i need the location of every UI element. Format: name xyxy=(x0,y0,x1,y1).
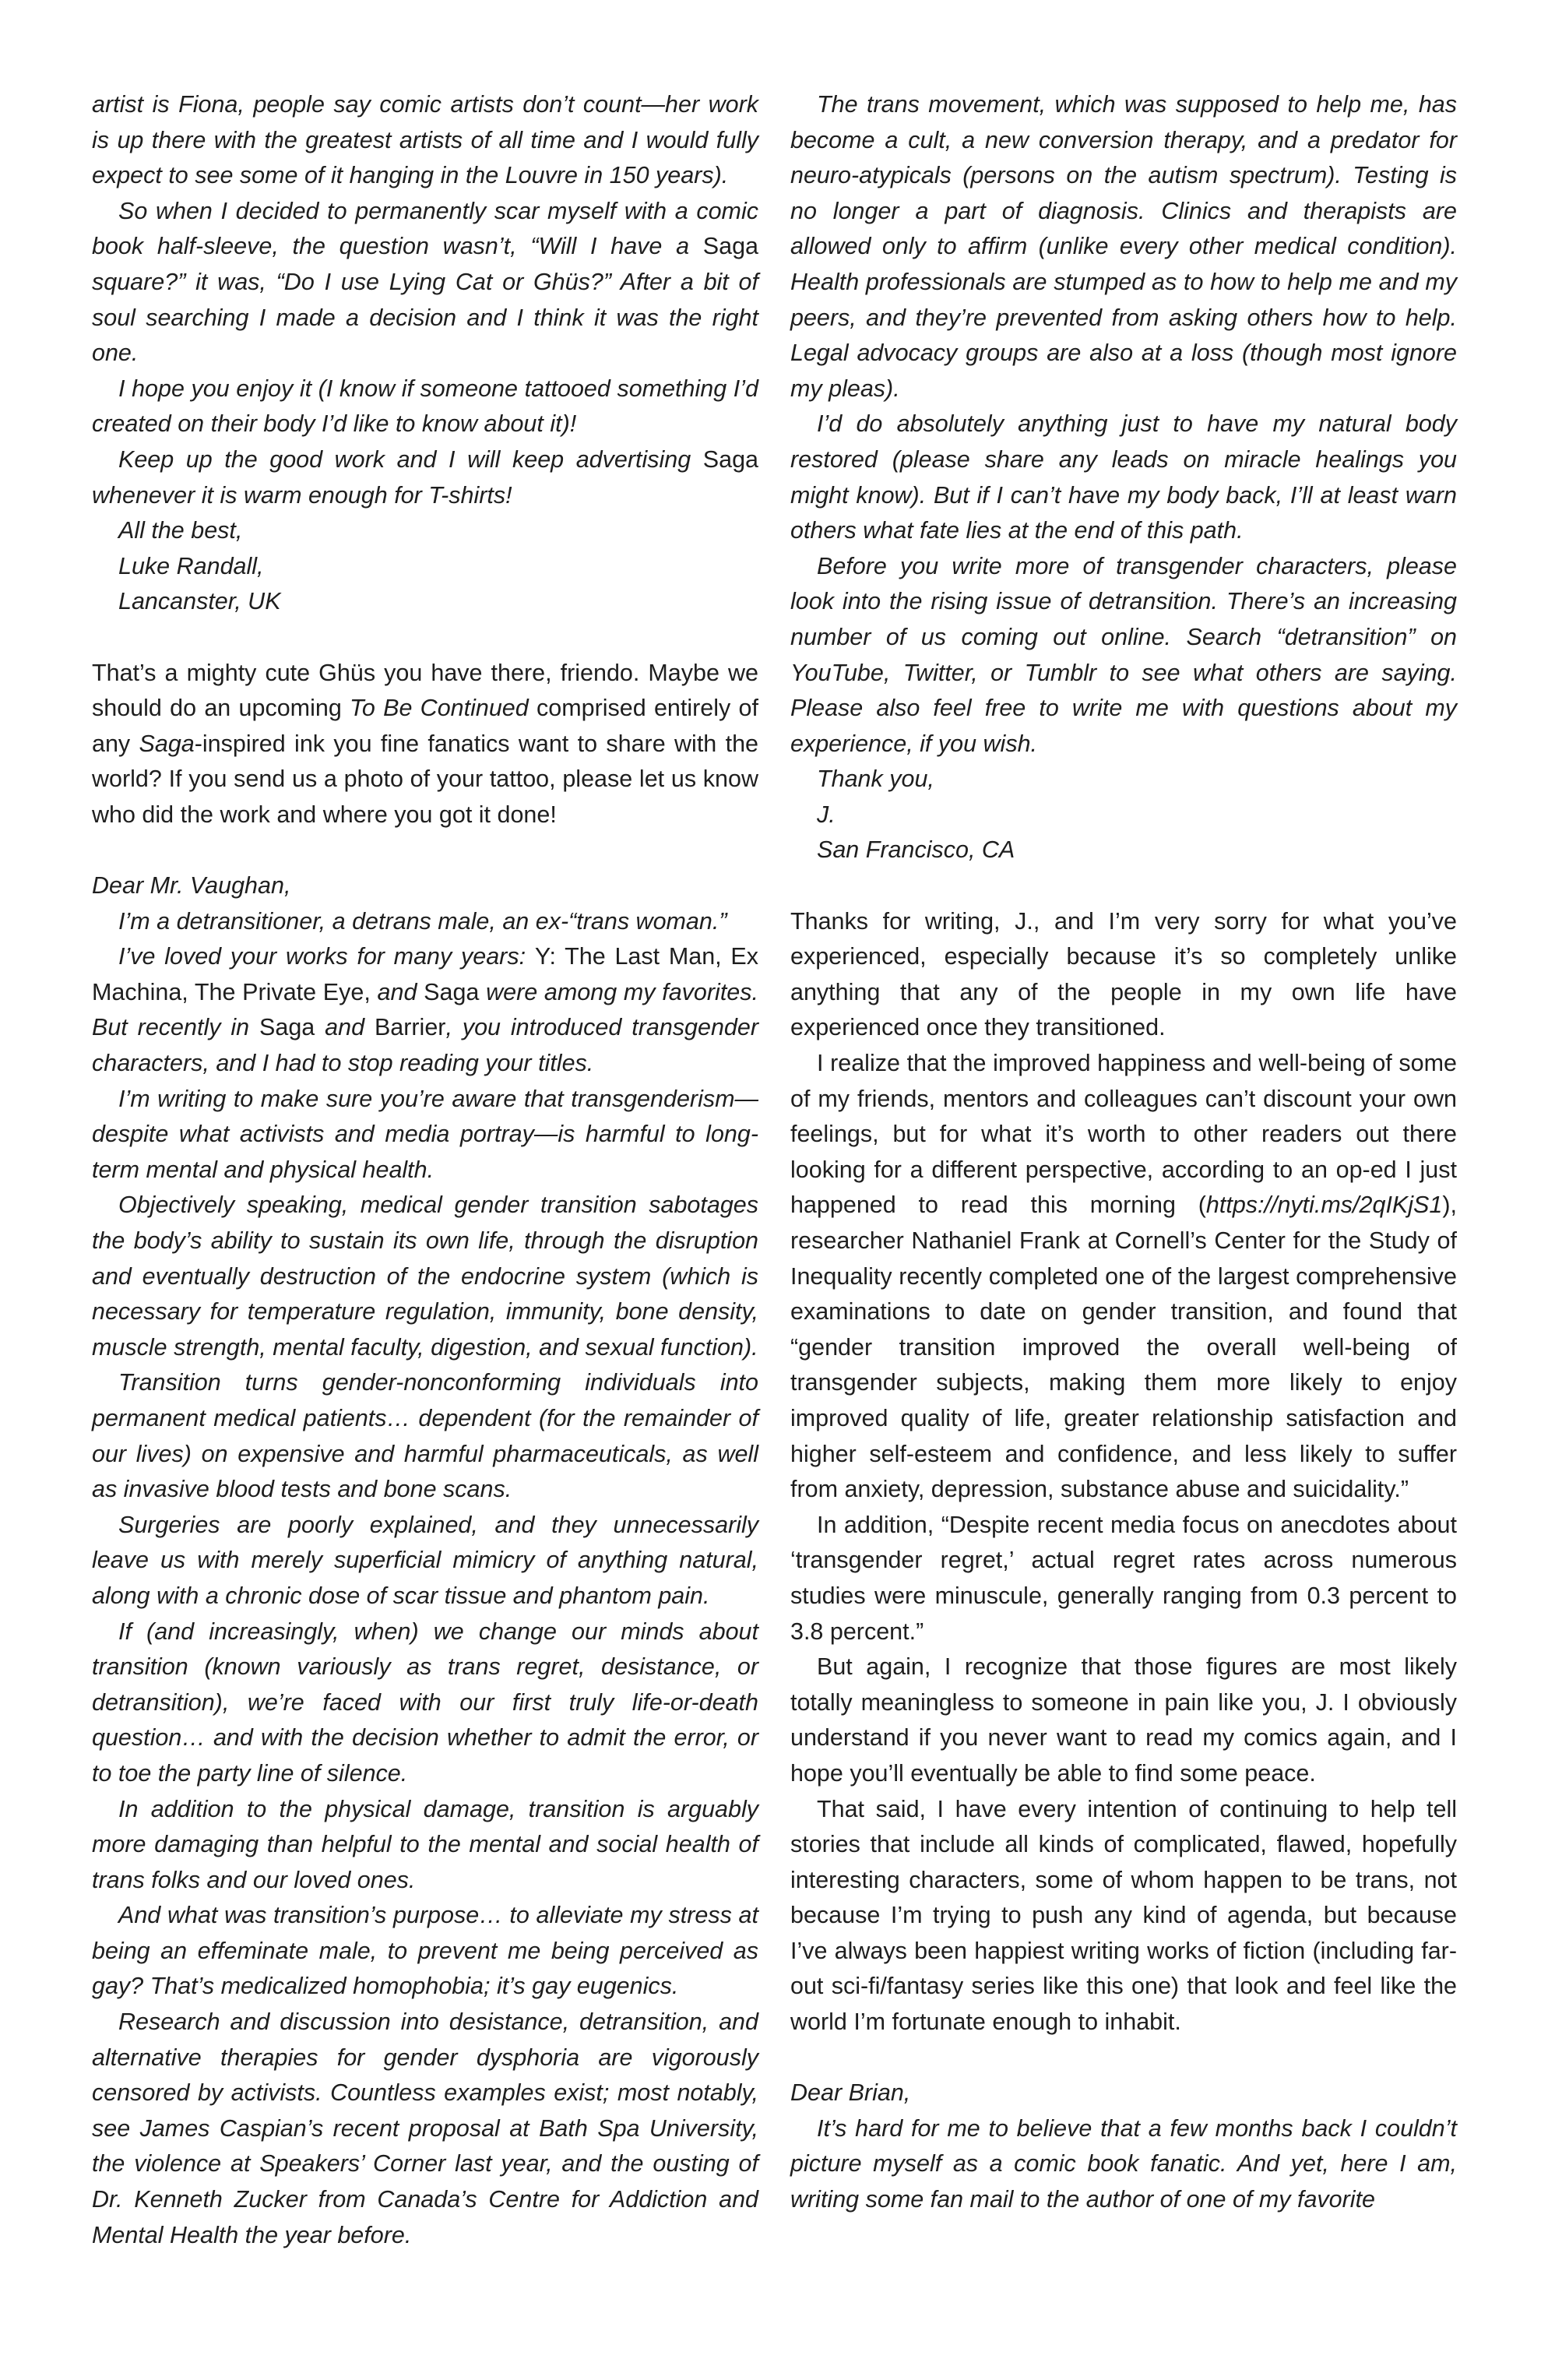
letter-paragraph: Surgeries are poorly explained, and they unnecessarily leave us with merely superficial mimicry of anything natural, along with a chronic dose of scar tissue and phantom pain. xyxy=(92,1511,758,1609)
letter-paragraph: It’s hard for me to believe that a few months back I couldn’t picture myself as a comic book fanatic. And yet, here I am, writing some fan mail to the author of one of my favorite xyxy=(790,2114,1457,2213)
letter-paragraph: The trans movement, which was supposed to help me, has become a cult, a new conversion therapy, and a predator for neuro-atypicals (persons on the autism spectrum). Testing is no longer a part of diagnosis. Clinics and therapists are allowed only to affirm (unlike every other medical condition). Health professionals are stumped as to how to help me and my peers, and they’re prevented from asking others how to help. Legal advocacy groups are also at a loss (though most ignore my pleas). xyxy=(790,91,1457,402)
spacer xyxy=(92,833,758,868)
signature-location: San Francisco, CA xyxy=(817,836,1015,864)
signature-name: J. xyxy=(817,801,836,828)
title-to-be-continued: To Be Continued xyxy=(350,695,529,722)
editor-reply-1 xyxy=(92,656,758,833)
signature-location: Lancanster, UK xyxy=(118,588,281,615)
letter-paragraph: And what was transition’s purpose… to alleviate my stress at being an effeminate male, to prevent me being perceived as gay? That’s medicalized homophobia; it’s gay eugenics. xyxy=(92,1902,758,2000)
reply-paragraph: I realize that the improved happiness and well-being of some of my friends, mentors and colleagues can’t discount your own feelings, but for what it’s worth to other readers out there looking for a different perspective, according to an op-ed I just happened to read this morning (https://nyti.ms/2qIKjS1), researcher Nathaniel Frank at Cornell’s Center for the Study of Inequality recently completed one of the largest comprehensive examinations to date on gender transition, and found that “gender transition improved the overall well-being of transgender subjects, making them more likely to enjoy improved quality of life, greater relationship satisfaction and higher self-esteem and confidence, and less likely to suffer from anxiety, depression, substance abuse and suicidality.” xyxy=(790,1050,1457,1503)
title-list: Y: The Last Man, Ex Machina, The Private Eye, xyxy=(92,943,758,1005)
title-barrier: Barrier xyxy=(374,1014,446,1041)
luke-letter xyxy=(92,87,758,620)
left-column xyxy=(92,87,758,2253)
reply-paragraph: That said, I have every intention of continuing to help tell stories that include all kinds of complicated, flawed, hopefully interesting characters, some of whom happen to be trans, not because I’m trying to push any kind of agenda, but because I’ve always been happiest writing works of fiction (including far-out sci-fi/fantasy series like this one) that look and feel like the world I’m fortunate enough to inhabit. xyxy=(790,1795,1457,2036)
letter-paragraph: Before you write more of transgender characters, please look into the rising issue of detransition. There’s an increasing number of us coming out online. Search “detransition” on YouTube, Twitter, or Tumblr to see what others are saying. Please also feel free to write me with questions about my experience, if you wish. xyxy=(790,552,1457,757)
letter-paragraph: Transition turns gender-nonconforming individuals into permanent medical patients… dependent (for the remainder of our lives) on expensive and harmful pharmaceuticals, as well as invasive blood tests and bone scans. xyxy=(92,1369,758,1503)
letter-paragraph: So when I decided to permanently scar myself with a comic book half-sleeve, the question wasn’t, “Will I have a Saga square?” it was, “Do I use Lying Cat or Ghüs?” After a bit of soul searching I made a decision and I think it was the right one. xyxy=(92,197,758,367)
j-letter xyxy=(92,868,758,2253)
reply-paragraph: Thanks for writing, J., and I’m very sorry for what you’ve experienced, especially because it’s so completely unlike anything that any of the people in my own life have experienced once they transitioned. xyxy=(790,907,1457,1041)
title-saga: Saga xyxy=(139,730,195,757)
salutation: Dear Brian, xyxy=(790,2079,911,2107)
letter-paragraph: I’d do absolutely anything just to have my natural body restored (please share any leads on miracle healings you might know). But if I can’t have my body back, I’ll at least warn others what fate lies at the end of this path. xyxy=(790,410,1457,544)
letter-paragraph: I hope you enjoy it (I know if someone tattooed something I’d created on their body I’d like to know about it)! xyxy=(92,375,758,438)
brian-letter xyxy=(790,2075,1457,2217)
letter-paragraph: Research and discussion into desistance, detransition, and alternative therapies for gender dysphoria are vigorously censored by activists. Countless examples exist; most notably, see James Caspian’s recent proposal at Bath Spa University, the violence at Speakers’ Corner last year, and the ousting of Dr. Kenneth Zucker from Canada’s Centre for Addiction and Mental Health the year before. xyxy=(92,2009,758,2248)
spacer xyxy=(790,2040,1457,2076)
letter-paragraph: If (and increasingly, when) we change our minds about transition (known variously as trans regret, desistance, or detransition), we’re faced with our first truly life-or-death question… and with the decision whether to admit the error, or to toe the party line of silence. xyxy=(92,1618,758,1787)
title-saga: Saga xyxy=(424,978,480,1005)
reply-paragraph: That’s a mighty cute Ghüs you have there, friendo. Maybe we should do an upcoming To Be Continued comprised entirely of any Saga-inspired ink you fine fanatics want to share with the world? If you send us a photo of your tattoo, please let us know who did the work and where you got it done! xyxy=(92,659,758,828)
salutation: Dear Mr. Vaughan, xyxy=(92,872,291,900)
letter-paragraph: I’m writing to make sure you’re aware that transgenderism—despite what activists and media portray—is harmful to long-term mental and physical health. xyxy=(92,1085,758,1183)
reply-paragraph: In addition, “Despite recent media focus on anecdotes about ‘transgender regret,’ actual regret rates across numerous studies were minuscule, generally ranging from 0.3 percent to 3.8 percent.” xyxy=(790,1511,1457,1645)
title-saga: Saga xyxy=(259,1014,315,1041)
letter-paragraph: artist is Fiona, people say comic artists don’t count—her work is up there with the greatest artists of all time and I would fully expect to see some of it hanging in the Louvre in 150 years). xyxy=(92,91,758,189)
letter-paragraph: I’ve loved your works for many years: Y: The Last Man, Ex Machina, The Private Eye, and Saga were among my favorites. But recently in Saga and Barrier, you introduced transgender characters, and I had to stop reading your titles. xyxy=(92,943,758,1077)
j-letter-continued xyxy=(790,87,1457,868)
article-link[interactable]: https://nyti.ms/2qIKjS1 xyxy=(1205,1192,1443,1219)
right-column xyxy=(790,87,1457,2218)
title-saga: Saga xyxy=(702,233,758,260)
letter-paragraph: Keep up the good work and I will keep advertising Saga whenever it is warm enough for T-shirts! xyxy=(92,445,758,509)
spacer xyxy=(790,868,1457,904)
signature-line: Thank you, xyxy=(817,766,934,793)
spacer xyxy=(92,620,758,656)
editor-reply-2 xyxy=(790,904,1457,2040)
reply-paragraph: But again, I recognize that those figures are most likely totally meaningless to someone in pain like you, J. I obviously understand if you never want to read my comics again, and I hope you’ll eventually be able to find some peace. xyxy=(790,1653,1457,1787)
letter-paragraph: I’m a detransitioner, a detrans male, an ex-“trans woman.” xyxy=(118,907,727,935)
letter-paragraph: Objectively speaking, medical gender transition sabotages the body’s ability to sustain its own life, through the disruption and eventually destruction of the endocrine system (which is necessary for temperature regulation, immunity, bone density, muscle strength, mental faculty, digestion, and sexual function). xyxy=(92,1192,758,1361)
signature-name: Luke Randall, xyxy=(118,552,264,579)
title-saga: Saga xyxy=(702,445,758,473)
letter-paragraph: In addition to the physical damage, transition is arguably more damaging than helpful to the mental and social health of trans folks and our loved ones. xyxy=(92,1795,758,1893)
signature-line: All the best, xyxy=(118,517,243,544)
